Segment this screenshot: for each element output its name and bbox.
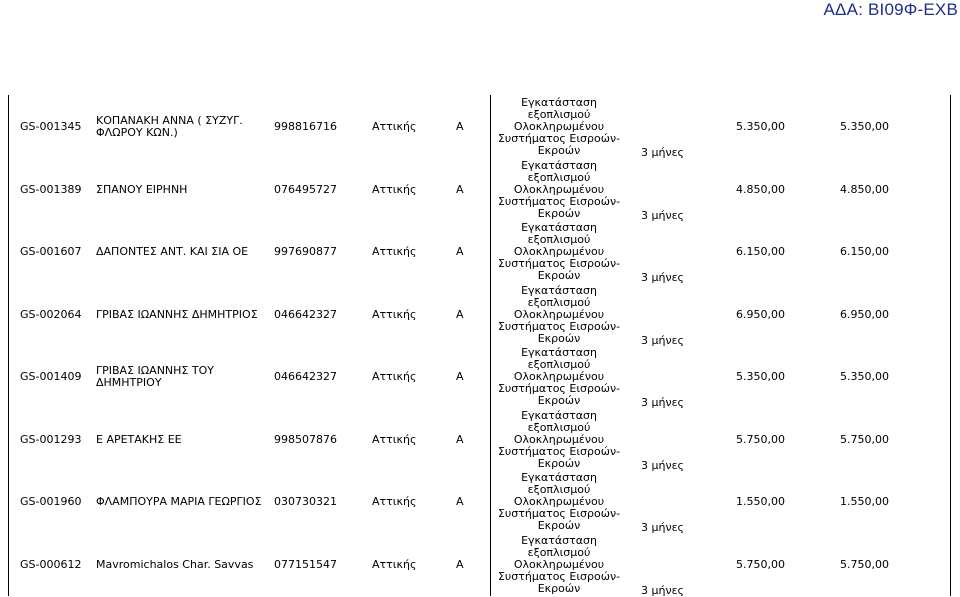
beneficiary-name: [96, 434, 182, 446]
table-row: [0, 347, 960, 409]
approved-amount: 5.350,00: [840, 370, 889, 383]
budget-amount: 6.150,00: [736, 245, 785, 258]
text-line: Συστήματος Εισροών-: [497, 257, 621, 270]
beneficiary-name: [96, 365, 214, 389]
text-line: εξοπλισμού: [527, 420, 591, 434]
project-code: GS-001409: [20, 370, 82, 383]
text-line: Ε ΑΡΕΤΑΚΗΣ ΕΕ: [96, 432, 182, 446]
text-line: Εγκατάσταση: [521, 158, 597, 172]
table-row: [0, 97, 960, 159]
region: Αττικής: [372, 557, 417, 571]
text-line: εξοπλισμού: [527, 108, 591, 121]
text-line: εξοπλισμού: [527, 170, 591, 184]
region: Αττικής: [372, 370, 417, 383]
project-code: GS-001389: [20, 182, 82, 196]
text-line: ΓΡΙΒΑΣ ΙΩΑΝΝΗΣ ΔΗΜΗΤΡΙΟΣ: [96, 307, 258, 321]
work-description: [496, 285, 622, 345]
text-line: Εκροών: [537, 144, 581, 157]
work-description: [496, 347, 622, 407]
region: Αττικής: [372, 245, 417, 258]
region: Αττικής: [372, 182, 417, 196]
budget-amount: 4.850,00: [736, 182, 785, 196]
approved-amount: 5.350,00: [840, 120, 889, 133]
region: Αττικής: [372, 495, 417, 508]
budget-amount: 1.550,00: [736, 495, 785, 508]
ada-code: ΑΔΑ: ΒΙ09Φ-ΕΧΒ: [823, 0, 958, 19]
text-line: Συστήματος Εισροών-: [497, 132, 621, 145]
text-line: Ολοκληρωμένου: [513, 557, 605, 571]
tax-id: 046642327: [274, 307, 337, 321]
text-line: ΚΟΠΑΝΑΚΗ ΑΝΝΑ ( ΣΥΖΥΓ.: [96, 114, 243, 127]
text-line: Εκροών: [537, 581, 581, 595]
category: Α: [456, 307, 464, 321]
text-line: Ολοκληρωμένου: [513, 307, 605, 321]
text-line: Εγκατάσταση: [521, 471, 597, 484]
region: Αττικής: [372, 307, 417, 321]
text-line: εξοπλισμού: [527, 483, 591, 496]
tax-id: 077151547: [274, 557, 337, 571]
category: Α: [456, 245, 464, 258]
text-line: Συστήματος Εισροών-: [497, 444, 621, 458]
text-line: Ολοκληρωμένου: [513, 120, 605, 133]
text-line: εξοπλισμού: [527, 233, 591, 246]
category: Α: [456, 557, 464, 571]
duration: 3 μήνες: [640, 208, 684, 222]
text-line: ΔΑΠΟΝΤΕΣ ΑΝΤ. ΚΑΙ ΣΙΑ ΟΕ: [96, 245, 249, 258]
approved-amount: 5.750,00: [840, 557, 889, 571]
project-code: GS-001345: [20, 120, 82, 133]
budget-amount: 6.950,00: [736, 307, 785, 321]
beneficiary-name: [96, 246, 248, 258]
text-line: Εγκατάσταση: [521, 408, 597, 422]
budget-amount: 5.350,00: [736, 120, 785, 133]
text-line: Ολοκληρωμένου: [513, 432, 605, 446]
text-line: Ολοκληρωμένου: [513, 182, 605, 196]
duration: 3 μήνες: [640, 146, 684, 159]
project-code: GS-001293: [20, 432, 82, 446]
budget-amount: 5.350,00: [736, 370, 785, 383]
table-row: [0, 222, 960, 284]
text-line: ΔΗΜΗΤΡΙΟΥ: [96, 376, 162, 389]
tax-id: 998816716: [274, 120, 337, 133]
table-row: [0, 160, 960, 222]
table-row: [0, 535, 960, 597]
approved-amount: 4.850,00: [840, 182, 889, 196]
table-row: [0, 410, 960, 472]
text-line: Εκροών: [537, 269, 581, 282]
text-line: Mavromichalos Char. Savvas: [96, 557, 254, 571]
text-line: Εγκατάσταση: [521, 96, 597, 109]
tax-id: 076495727: [274, 182, 337, 196]
budget-amount: 5.750,00: [736, 557, 785, 571]
tax-id: 998507876: [274, 432, 337, 446]
category: Α: [456, 120, 464, 133]
region: Αττικής: [372, 432, 417, 446]
text-line: Εκροών: [537, 519, 581, 532]
text-line: Συστήματος Εισροών-: [497, 569, 621, 583]
text-line: Συστήματος Εισροών-: [497, 319, 621, 333]
beneficiary-name: [96, 496, 262, 508]
text-line: ΣΠΑΝΟΥ ΕΙΡΗΝΗ: [96, 182, 188, 196]
text-line: εξοπλισμού: [527, 358, 591, 371]
duration: 3 μήνες: [640, 271, 684, 284]
text-line: Συστήματος Εισροών-: [497, 507, 621, 520]
approved-amount: 6.950,00: [840, 307, 889, 321]
text-line: Ολοκληρωμένου: [513, 370, 605, 383]
text-line: Εκροών: [537, 331, 581, 345]
category: Α: [456, 182, 464, 196]
text-line: εξοπλισμού: [527, 295, 591, 309]
table-row: [0, 285, 960, 347]
beneficiary-name: [96, 559, 253, 571]
text-line: Ολοκληρωμένου: [513, 495, 605, 508]
duration: 3 μήνες: [640, 396, 684, 409]
text-line: Εκροών: [537, 394, 581, 407]
text-line: ΦΛΩΡΟΥ ΚΩΝ.): [96, 126, 178, 139]
text-line: εξοπλισμού: [527, 545, 591, 559]
duration: 3 μήνες: [640, 458, 684, 472]
beneficiary-name: [96, 309, 258, 321]
project-code: GS-002064: [20, 307, 82, 321]
tax-id: 997690877: [274, 245, 337, 258]
category: Α: [456, 495, 464, 508]
approved-amount: 6.150,00: [840, 245, 889, 258]
text-line: Εγκατάσταση: [521, 283, 597, 297]
approved-amount: 1.550,00: [840, 495, 889, 508]
category: Α: [456, 432, 464, 446]
duration: 3 μήνες: [640, 521, 684, 534]
budget-amount: 5.750,00: [736, 432, 785, 446]
text-line: ΦΛΑΜΠΟΥΡΑ ΜΑΡΙΑ ΓΕΩΡΓΙΟΣ: [96, 495, 262, 508]
beneficiary-name: [96, 184, 187, 196]
project-code: GS-000612: [20, 557, 82, 571]
duration: 3 μήνες: [640, 333, 684, 347]
category: Α: [456, 370, 464, 383]
text-line: Εκροών: [537, 456, 581, 470]
work-description: [496, 97, 622, 157]
table-row: [0, 472, 960, 534]
text-line: Συστήματος Εισροών-: [497, 382, 621, 395]
project-code: GS-001607: [20, 245, 82, 258]
work-description: [496, 410, 622, 470]
work-description: [496, 160, 622, 220]
work-description: [496, 472, 622, 532]
text-line: Εγκατάσταση: [521, 346, 597, 359]
text-line: Εγκατάσταση: [521, 533, 597, 547]
text-line: Ολοκληρωμένου: [513, 245, 605, 258]
text-line: Συστήματος Εισροών-: [497, 194, 621, 208]
text-line: ΓΡΙΒΑΣ ΙΩΑΝΝΗΣ ΤΟΥ: [96, 364, 214, 377]
work-description: [496, 222, 622, 282]
duration: 3 μήνες: [640, 583, 684, 597]
text-line: Εγκατάσταση: [521, 221, 597, 234]
tax-id: 030730321: [274, 495, 337, 508]
region: Αττικής: [372, 120, 417, 133]
beneficiary-name: [96, 115, 243, 139]
tax-id: 046642327: [274, 370, 337, 383]
approved-amount: 5.750,00: [840, 432, 889, 446]
text-line: Εκροών: [537, 206, 581, 220]
project-code: GS-001960: [20, 495, 82, 508]
work-description: [496, 535, 622, 595]
